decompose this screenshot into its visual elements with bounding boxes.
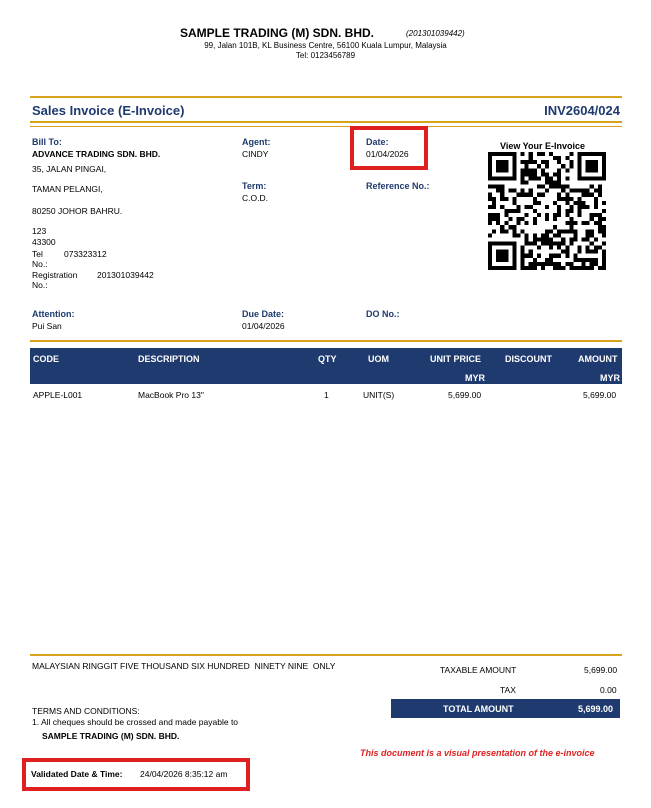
row-description: MacBook Pro 13" — [138, 390, 204, 400]
date-label: Date: — [366, 137, 389, 147]
total-amount-value: 5,699.00 — [578, 704, 614, 714]
qr-code-icon[interactable] — [488, 152, 606, 270]
validated-label: Validated Date & Time: — [31, 769, 123, 779]
validated-value: 24/04/2026 8:35:12 am — [140, 769, 228, 779]
attention-label: Attention: — [32, 309, 75, 319]
agent-value: CINDY — [242, 149, 269, 159]
attention-value: Pui San — [32, 321, 62, 331]
th-discount: DISCOUNT — [505, 354, 552, 364]
taxable-amount-label: TAXABLE AMOUNT — [440, 665, 517, 675]
title-bottom-rule — [30, 121, 622, 123]
th-description: DESCRIPTION — [138, 354, 200, 364]
disclaimer-text: This document is a visual presentation of the e-invoice — [360, 748, 595, 758]
th-amount: AMOUNT — [578, 354, 618, 364]
bill-to-reg-no-label: No.: — [32, 280, 48, 290]
row-amount: 5,699.00 — [583, 390, 617, 400]
total-amount-label: TOTAL AMOUNT — [443, 704, 514, 714]
taxable-amount-value: 5,699.00 — [584, 665, 618, 675]
invoice-number: INV2604/024 — [544, 103, 620, 118]
th-uom: UOM — [368, 354, 389, 364]
einvoice-label: View Your E-Invoice — [500, 141, 586, 151]
row-unit-price: 5,699.00 — [448, 390, 482, 400]
tax-label: TAX — [500, 685, 516, 695]
term-value: C.O.D. — [242, 193, 268, 203]
bill-to-reg-value: 201301039442 — [97, 270, 154, 280]
due-date-label: Due Date: — [242, 309, 285, 319]
terms-line1: 1. All cheques should be crossed and made payable to — [32, 717, 239, 727]
reference-label: Reference No.: — [366, 181, 430, 191]
date-highlight-box — [350, 126, 428, 170]
title-bottom-rule-2 — [30, 126, 622, 127]
term-label: Term: — [242, 181, 267, 191]
title-top-rule — [30, 96, 622, 98]
company-address: 99, Jalan 101B, KL Business Centre, 56100 Kuala Lumpur, Malaysia — [204, 41, 447, 50]
bill-to-tel-label: Tel — [32, 249, 43, 259]
bill-to-line1: 35, JALAN PINGAI, — [32, 164, 107, 174]
bottom-top-rule — [30, 654, 622, 656]
bill-to-line5: 43300 — [32, 237, 56, 247]
company-name: SAMPLE TRADING (M) SDN. BHD. — [180, 26, 374, 40]
date-value: 01/04/2026 — [366, 149, 409, 159]
amount-in-words: MALAYSIAN RINGGIT FIVE THOUSAND SIX HUNDRED NINETY NINE ONLY — [32, 661, 336, 671]
due-date-value: 01/04/2026 — [242, 321, 285, 331]
bill-to-tel-no-label: No.: — [32, 259, 48, 269]
bill-to-tel-value: 073323312 — [64, 249, 107, 259]
tax-value: 0.00 — [600, 685, 617, 695]
do-no-label: DO No.: — [366, 309, 400, 319]
th-unit-price-cur: MYR — [465, 373, 485, 383]
row-qty: 1 — [324, 390, 329, 400]
bill-to-reg-label: Registration — [32, 270, 78, 280]
th-qty: QTY — [318, 354, 337, 364]
row-code: APPLE-L001 — [33, 390, 83, 400]
bill-to-line2: TAMAN PELANGI, — [32, 184, 103, 194]
terms-title: TERMS AND CONDITIONS: — [32, 706, 140, 716]
company-tel: Tel: 0123456789 — [295, 51, 356, 60]
table-top-rule — [30, 340, 622, 342]
agent-label: Agent: — [242, 137, 271, 147]
th-amount-cur: MYR — [600, 373, 620, 383]
bill-to-label: Bill To: — [32, 137, 62, 147]
th-code: CODE — [33, 354, 60, 364]
bill-to-line3: 80250 JOHOR BAHRU. — [32, 206, 123, 216]
th-unit-price: UNIT PRICE — [430, 354, 482, 364]
bill-to-name: ADVANCE TRADING SDN. BHD. — [32, 149, 161, 159]
terms-payee: SAMPLE TRADING (M) SDN. BHD. — [42, 731, 180, 741]
bill-to-line4: 123 — [32, 226, 47, 236]
company-reg-no: (201301039442) — [406, 29, 465, 38]
invoice-title: Sales Invoice (E-Invoice) — [32, 103, 185, 118]
row-uom: UNIT(S) — [363, 390, 395, 400]
